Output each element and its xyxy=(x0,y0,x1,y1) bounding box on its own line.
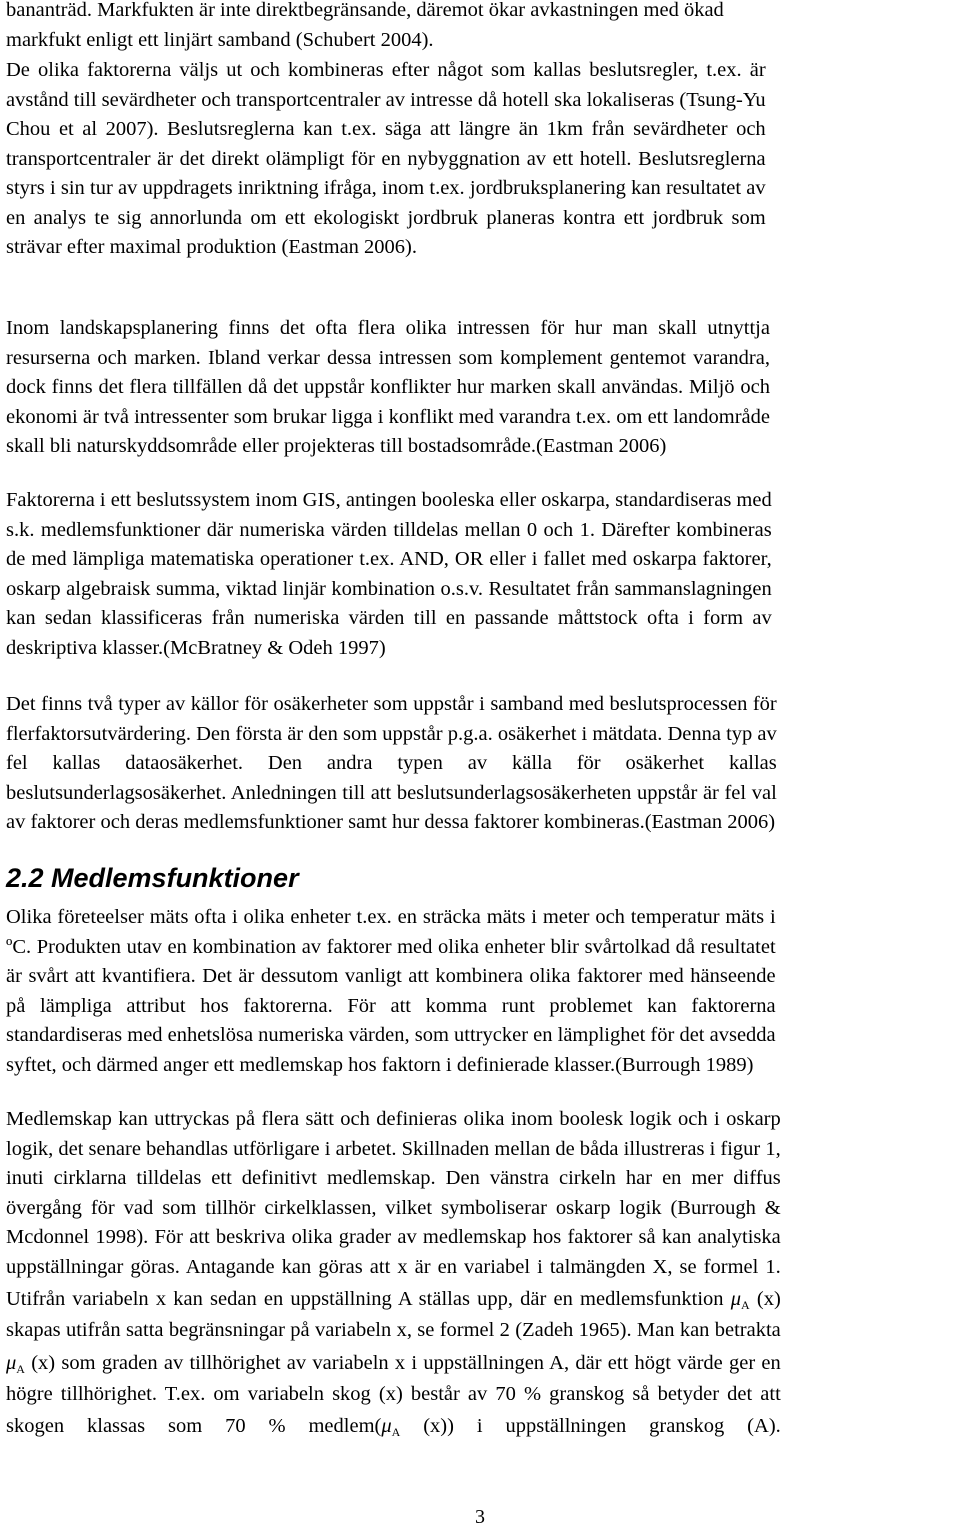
text-line: s.k. medlemsfunktioner där numeriska värden tilldelas mellan 0 och 1. Därefter kombineras xyxy=(6,518,772,541)
text-line: standardiseras med enhetslösa numeriska värden, som uttrycker en lämplighet för det avsedda xyxy=(6,1024,776,1046)
text-line: syftet, och därmed anger ett medlemskap hos faktorn i definierade klasser.(Burrough 1989) xyxy=(6,1053,754,1076)
text-line: logik, det senare behandlas utförligare i arbetet. Skillnaden mellan de båda illustreras i figur 1, xyxy=(6,1137,781,1160)
text-run: som graden av tillhörighet av variabeln x i uppställningen A, där ett högt värde ger en xyxy=(61,1351,781,1374)
text-line: är svårt att kvantifiera. Det är dessutom vanligt att kombinera olika faktorer med hänseende xyxy=(6,965,776,987)
paragraph-2 xyxy=(6,56,766,263)
text-line: övergång för vad som tillhör cirkelklassen, vilket symboliserar oskarp logik (Burrough & xyxy=(6,1196,781,1219)
formula-subscript: A xyxy=(741,1298,750,1312)
text-line: de med lämpliga matematiska operationer t.ex. AND, OR eller i fallet med oskarpa faktorer, xyxy=(6,548,772,570)
formula-argument: (x) xyxy=(24,1351,56,1374)
text-run: skogen klassas som 70 % medlem( xyxy=(6,1415,382,1437)
text-line-with-formula xyxy=(6,1346,781,1380)
mu-symbol: μ xyxy=(730,1288,742,1310)
formula-mu-a-x xyxy=(381,1415,447,1437)
section-heading: 2.2 Medlemsfunktioner xyxy=(6,863,299,893)
formula-argument: (x) xyxy=(749,1288,781,1310)
text-line: skall bli naturskyddsområde eller projekteras till bostadsområde.(Eastman 2006) xyxy=(6,435,667,457)
text-line: Chou et al 2007). Beslutsreglerna kan t.ex. säga att längre än 1km från sevärdheter och xyxy=(6,118,766,140)
formula-subscript: A xyxy=(16,1361,25,1376)
text-line: en analys te sig annorlunda om ett ekologiskt jordbruk planeras kontra ett jordbruk som xyxy=(6,206,766,229)
section-paragraph xyxy=(6,903,776,1080)
text-line-with-formula xyxy=(6,1282,781,1316)
text-line: transportcentraler är det direkt olämpligt för en nybyggnation av ett hotell. Beslutsreglerna xyxy=(6,147,766,170)
text-line: markfukt enligt ett linjärt samband (Schubert 2004). xyxy=(6,28,434,51)
mu-symbol: μ xyxy=(6,1351,17,1374)
formula-mu-a-x xyxy=(731,1288,781,1310)
membership-paragraph xyxy=(6,1105,781,1443)
text-line: ekonomi är två intressenter som brukar ligga i konflikt med varandra t.ex. om ett landområde xyxy=(6,405,770,428)
text-line: skapas utifrån satta begränsningar på variabeln x, se formel 2 (Zadeh 1965). Man kan betrakta xyxy=(6,1319,781,1341)
text-line: dock finns det flera tillfällen då det uppstår konflikter hur marken skall användas. Miljö och xyxy=(6,376,770,398)
text-line: oskarp algebraisk summa, viktad linjär kombination o.s.v. Resultatet från sammanslagningen xyxy=(6,577,772,600)
text-line: inuti cirklarna tilldelas ett definitivt medlemskap. Den vänstra cirkeln har en mer diffus xyxy=(6,1167,781,1189)
text-run: Utifrån variabeln x kan sedan en uppställning A ställas upp, där en medlemsfunktion xyxy=(6,1288,724,1310)
formula-subscript: A xyxy=(391,1425,401,1439)
paragraph-3 xyxy=(6,314,770,462)
text-run: ) i uppställningen granskog (A). xyxy=(447,1415,781,1437)
text-line: Medlemskap kan uttryckas på flera sätt och definieras olika inom boolesk logik och i oskarp xyxy=(6,1108,781,1130)
text-line-with-formula xyxy=(6,1409,781,1443)
text-line: Faktorerna i ett beslutssystem inom GIS, antingen booleska eller oskarpa, standardiseras med xyxy=(6,489,772,511)
text-line: De olika faktorerna väljs ut och kombineras efter något som kallas beslutsregler, t.ex. är xyxy=(6,59,766,81)
text-line: högre tillhörighet. T.ex. om variabeln skog (x) består av 70 % granskog så betyder det att xyxy=(6,1382,781,1405)
paragraph-4 xyxy=(6,486,772,663)
text-line: uppställningar göras. Antagande kan göras att x är en variabel i talmängden X, se formel 1. xyxy=(6,1255,781,1278)
page-number: 3 xyxy=(475,1506,485,1528)
text-line: flerfaktorsutvärdering. Den första är den som uppstår p.g.a. osäkerhet i mätdata. Denna typ av xyxy=(6,722,777,745)
text-line: beslutsunderlagsosäkerhet. Anledningen till att beslutsunderlagsosäkerheten uppstår är fel val xyxy=(6,781,777,804)
text-line: deskriptiva klasser.(McBratney & Odeh 1997) xyxy=(6,636,386,659)
text-line: Det finns två typer av källor för osäkerheter som uppstår i samband med beslutsprocessen för xyxy=(6,693,777,715)
text-line: Mcdonnel 1998). För att beskriva olika grader av medlemskap hos faktorer så kan analytiska xyxy=(6,1226,781,1248)
text-line: Inom landskapsplanering finns det ofta flera olika intressen för hur man skall utnyttja xyxy=(6,317,770,339)
text-line: styrs i sin tur av uppdragets inriktning ifråga, inom t.ex. jordbruksplanering kan resultatet av xyxy=(6,177,766,199)
text-line: fel kallas dataosäkerhet. Den andra typen av källa för osäkerhet kallas xyxy=(6,752,777,774)
text-line: kan sedan klassificeras från numeriska värden till en passande måttstock ofta i form av xyxy=(6,607,772,629)
text-line: avstånd till sevärdheter och transportcentraler av intresse då hotell ska lokaliseras (Tsung-Yu xyxy=(6,88,766,111)
text-line: ºC. Produkten utav en kombination av faktorer med olika enheter blir svårtolkad då resultatet xyxy=(6,935,776,958)
text-line: resurserna och marken. Ibland verkar dessa intressen som komplement gentemot varandra, xyxy=(6,346,770,369)
formula-argument: (x) xyxy=(400,1415,448,1437)
text-line: på lämpliga attribut hos faktorerna. För att komma runt problemet kan faktorerna xyxy=(6,994,776,1017)
paragraph-1 xyxy=(6,0,724,55)
text-line: av faktorer och deras medlemsfunktioner samt hur dessa faktorer kombineras.(Eastman 2006) xyxy=(6,811,776,833)
formula-mu-a-x xyxy=(6,1352,55,1374)
text-line: Olika företeelser mäts ofta i olika enheter t.ex. en sträcka mäts i meter och temperatur mäts i xyxy=(6,906,776,928)
mu-symbol: μ xyxy=(381,1415,392,1437)
text-line: bananträd. Markfukten är inte direktbegränsande, däremot ökar avkastningen med ökad xyxy=(6,0,724,21)
text-line: strävar efter maximal produktion (Eastman 2006). xyxy=(6,236,418,258)
paragraph-5 xyxy=(6,690,777,838)
